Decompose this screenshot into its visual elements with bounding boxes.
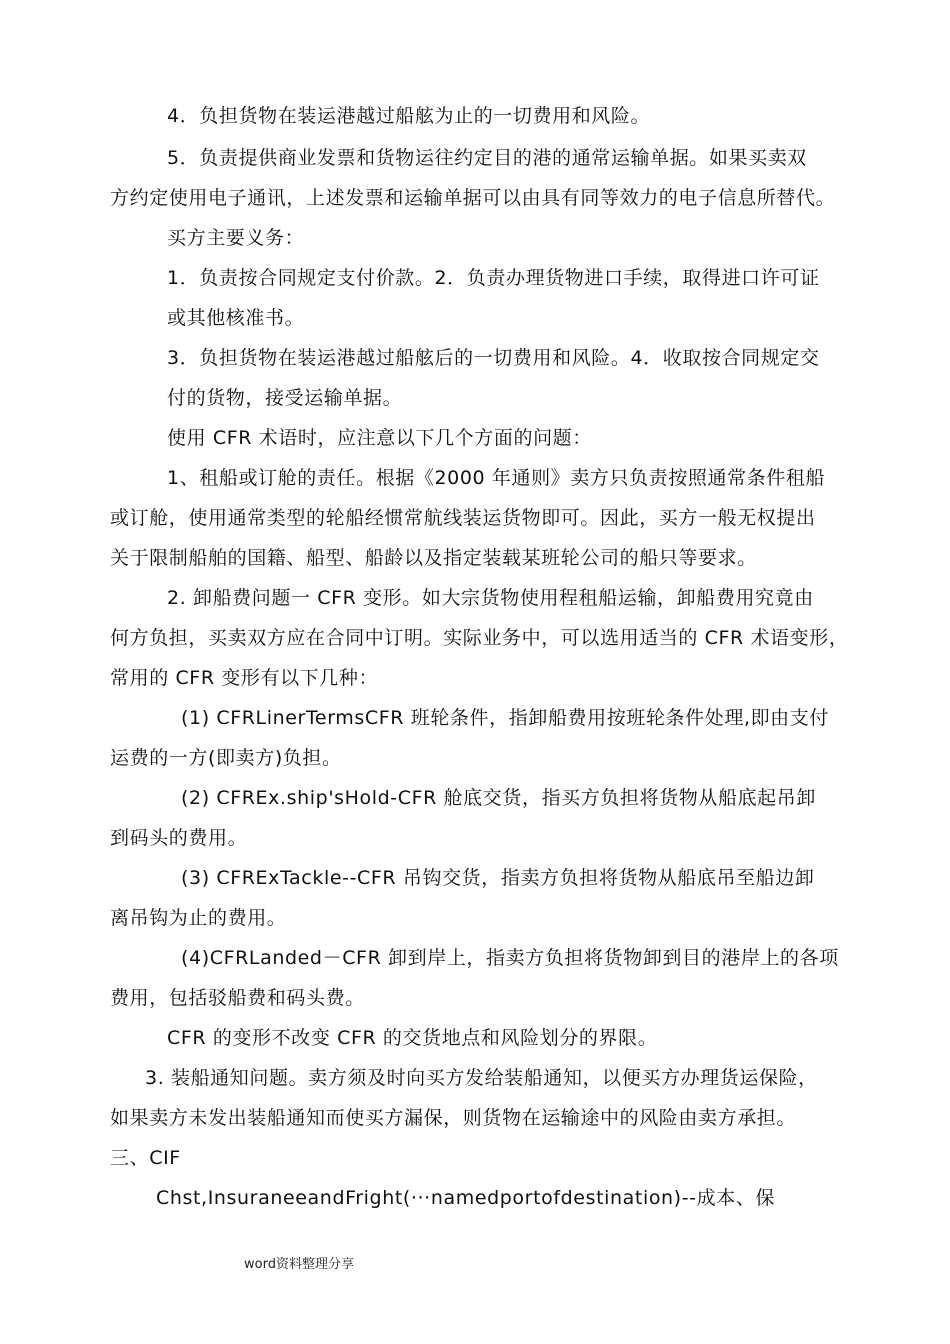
paragraph-line: (2) CFREx.ship'sHold-CFR 舱底交货，指买方负担将货物从船底起吊卸: [181, 787, 816, 809]
paragraph-line: 3．负担货物在装运港越过船舷后的一切费用和风险。4．收取按合同规定交: [167, 347, 820, 369]
section-heading: 买方主要义务：: [167, 227, 305, 249]
paragraph-line: 到码头的费用。: [110, 827, 248, 849]
paragraph-line: 何方负担，买卖双方应在合同中订明。实际业务中，可以选用适当的 CFR 术语变形，: [110, 627, 849, 649]
paragraph-line: 使用 CFR 术语时，应注意以下几个方面的问题：: [167, 427, 592, 449]
paragraph-line: (3) CFRExTackle--CFR 吊钩交货，指卖方负担将货物从船底吊至船边卸: [181, 867, 815, 889]
paragraph-line: 或订舱，使用通常类型的轮船经惯常航线装运货物即可。因此，买方一般无权提出: [110, 507, 816, 529]
paragraph-line: 常用的 CFR 变形有以下几种：: [110, 667, 379, 689]
paragraph-line: 付的货物，接受运输单据。: [167, 387, 403, 409]
paragraph-line: 关于限制船舶的国籍、船型、船龄以及指定装载某班轮公司的船只等要求。: [110, 547, 757, 569]
paragraph-line: 4．负担货物在装运港越过船舷为止的一切费用和风险。: [167, 105, 651, 127]
paragraph-line: 5．负责提供商业发票和货物运往约定目的港的通常运输单据。如果买卖双: [167, 147, 807, 169]
paragraph-line: (1) CFRLinerTermsCFR 班轮条件，指卸船费用按班轮条件处理,即由支付: [181, 707, 829, 729]
paragraph-line: 1．负责按合同规定支付价款。2．负责办理货物进口手续，取得进口许可证: [167, 267, 820, 289]
paragraph-line: 离吊钩为止的费用。: [110, 907, 287, 929]
paragraph-line: 如果卖方未发出装船通知而使买方漏保，则货物在运输途中的风险由卖方承担。: [110, 1107, 797, 1129]
paragraph-line: Chst,InsuraneeandFright(···namedportofdestination)--成本、保: [156, 1187, 776, 1209]
paragraph-line: 方约定使用电子通讯，上述发票和运输单据可以由具有同等效力的电子信息所替代。: [110, 187, 836, 209]
section-heading: 三、CIF: [110, 1147, 181, 1169]
paragraph-line: CFR 的变形不改变 CFR 的交货地点和风险划分的界限。: [167, 1027, 658, 1049]
paragraph-line: 1、租船或订舱的责任。根据《2000 年通则》卖方只负责按照通常条件租船: [167, 467, 826, 489]
paragraph-line: 运费的一方(即卖方)负担。: [110, 747, 342, 769]
paragraph-line: 3. 装船通知问题。卖方须及时向买方发给装船通知，以便买方办理货运保险，: [145, 1067, 818, 1089]
paragraph-line: 2. 卸船费问题一 CFR 变形。如大宗货物使用程租船运输，卸船费用究竟由: [167, 587, 814, 609]
page-footer: word资料整理分享: [244, 1257, 354, 1272]
paragraph-line: 或其他核准书。: [167, 307, 305, 329]
paragraph-line: (4)CFRLanded－CFR 卸到岸上，指卖方负担将货物卸到目的港岸上的各项: [181, 947, 839, 969]
paragraph-line: 费用，包括驳船费和码头费。: [110, 987, 365, 1009]
